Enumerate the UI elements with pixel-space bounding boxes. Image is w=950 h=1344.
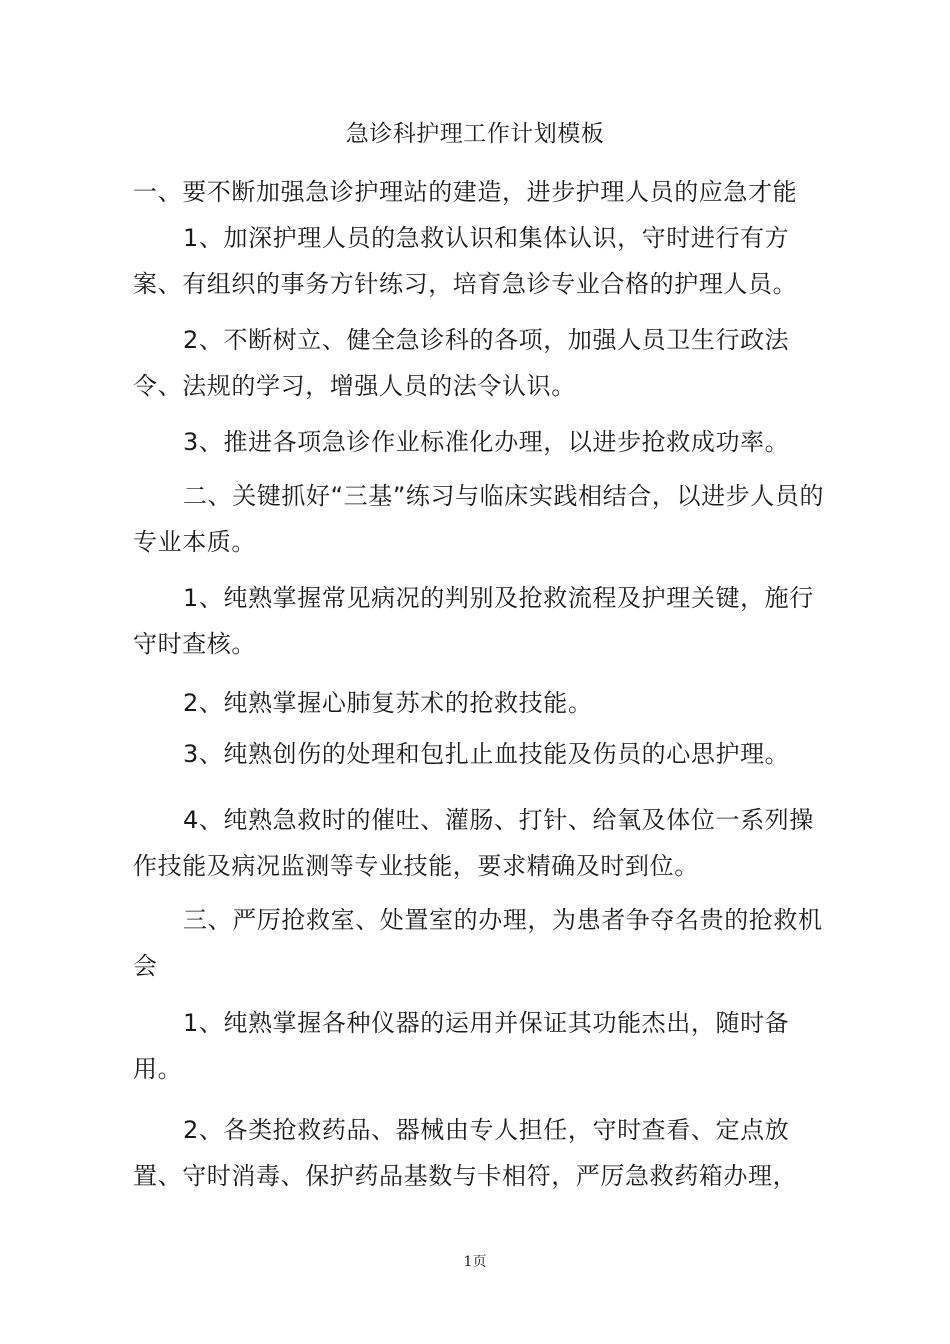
paragraph: 1、纯熟掌握各种仪器的运用并保证其功能杰出，随时备用。 xyxy=(133,1009,790,1083)
section-heading-1: 一、要不断加强急诊护理站的建造，进步护理人员的应急才能 xyxy=(133,178,798,206)
page-number: 1页 xyxy=(463,1254,487,1270)
paragraph: 3、纯熟创伤的处理和包扎止血技能及伤员的心思护理。 xyxy=(183,740,790,768)
paragraph: 1、加深护理人员的急救认识和集体认识，守时进行有方案、有组织的事务方针练习，培育急诊专业合格的护理人员。 xyxy=(133,224,798,298)
section-heading-3: 三、严厉抢救室、处置室的办理，为患者争夺名贵的抢救机会 xyxy=(133,906,823,980)
section-heading-2: 二、关键抓好“三基”练习与临床实践相结合，以进步人员的专业本质。 xyxy=(133,482,825,556)
paragraph: 2、不断树立、健全急诊科的各项，加强人员卫生行政法令、法规的学习，增强人员的法令认识。 xyxy=(133,326,790,400)
paragraph: 2、各类抢救药品、器械由专人担任，守时查看、定点放置、守时消毒、保护药品基数与卡相符，严厉急救药箱办理， xyxy=(133,1116,798,1190)
paragraph: 1、纯熟掌握常见病况的判别及抢救流程及护理关键，施行守时查核。 xyxy=(133,584,814,658)
paragraph: 4、纯熟急救时的催吐、灌肠、打针、给氧及体位一系列操作技能及病况监测等专业技能，要求精确及时到位。 xyxy=(133,806,814,880)
paragraph: 2、纯熟掌握心肺复苏术的抢救技能。 xyxy=(183,689,593,717)
paragraph: 3、推进各项急诊作业标准化办理，以进步抢救成功率。 xyxy=(183,428,790,456)
document-title: 急诊科护理工作计划模板 xyxy=(345,121,605,147)
